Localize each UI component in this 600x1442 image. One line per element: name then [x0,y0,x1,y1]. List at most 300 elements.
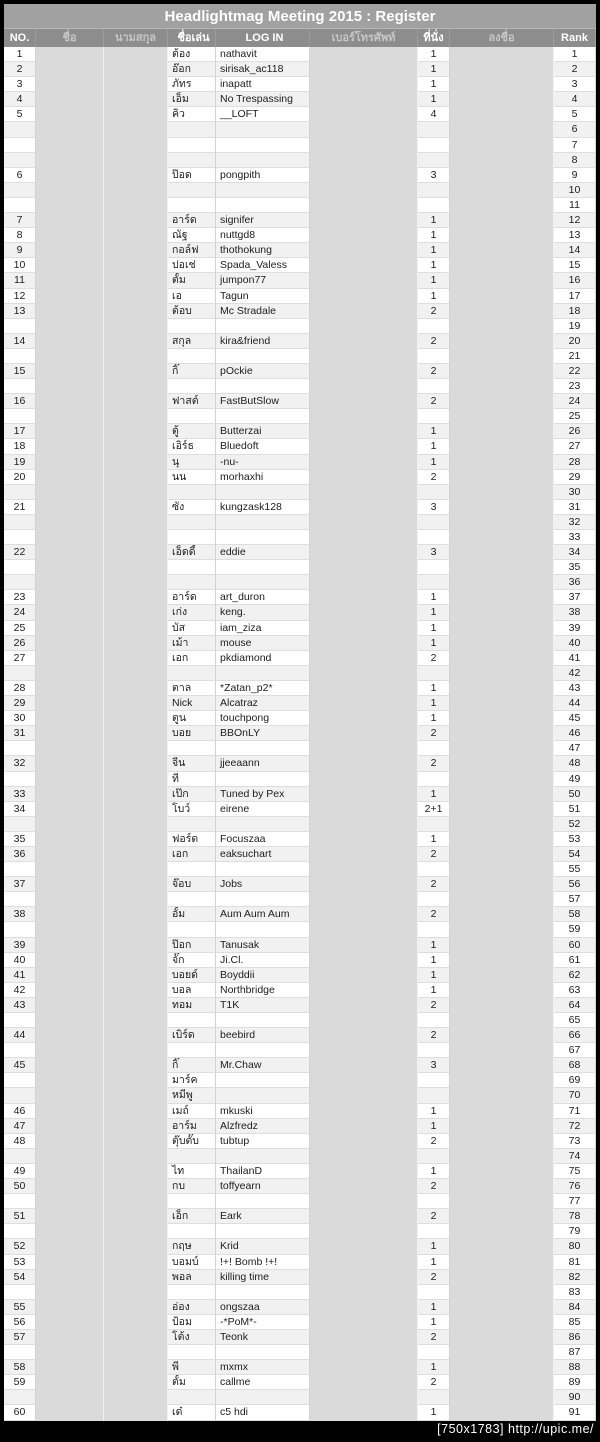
cell-nickname: เมถ์ [168,1104,216,1119]
cell-name [36,1179,104,1194]
cell-no: 17 [4,424,36,439]
cell-name [36,968,104,983]
cell-sign [450,1360,554,1375]
cell-phone [310,409,418,424]
cell-name [36,1375,104,1390]
cell-sign [450,1088,554,1103]
cell-login [216,892,310,907]
cell-sign [450,938,554,953]
table-row [4,847,596,862]
cell-nickname: บัส [168,621,216,636]
cell-surname [104,741,168,756]
cell-name [36,1330,104,1345]
cell-name [36,1088,104,1103]
cell-nickname: ซัง [168,500,216,515]
cell-surname [104,228,168,243]
cell-surname [104,1043,168,1058]
cell-surname [104,590,168,605]
cell-no: 29 [4,696,36,711]
cell-rank: 21 [554,349,596,364]
cell-nickname: หมีพู [168,1088,216,1103]
cell-sign [450,1104,554,1119]
table-row [4,1285,596,1300]
cell-phone [310,651,418,666]
cell-no [4,817,36,832]
cell-surname [104,500,168,515]
cell-seats: 1 [418,832,450,847]
cell-seats [418,862,450,877]
cell-rank: 11 [554,198,596,213]
cell-no: 10 [4,258,36,273]
cell-surname [104,349,168,364]
cell-sign [450,983,554,998]
cell-no: 36 [4,847,36,862]
cell-login: pOckie [216,364,310,379]
cell-rank: 36 [554,575,596,590]
cell-rank: 59 [554,922,596,937]
cell-surname [104,379,168,394]
cell-nickname [168,122,216,137]
cell-name [36,122,104,137]
cell-phone [310,92,418,107]
cell-rank: 22 [554,364,596,379]
cell-login: Northbridge [216,983,310,998]
cell-rank: 17 [554,289,596,304]
table-row [4,560,596,575]
cell-name [36,862,104,877]
cell-rank: 47 [554,741,596,756]
cell-surname [104,711,168,726]
cell-nickname: ต้อบ [168,304,216,319]
cell-nickname [168,1013,216,1028]
cell-login: Alcatraz [216,696,310,711]
header-cell-rank: Rank [554,29,596,47]
cell-sign [450,122,554,137]
cell-nickname [168,515,216,530]
cell-rank: 1 [554,47,596,62]
cell-rank: 9 [554,168,596,183]
cell-name [36,605,104,620]
cell-no [4,122,36,137]
cell-nickname [168,560,216,575]
cell-phone [310,394,418,409]
cell-surname [104,998,168,1013]
cell-seats [418,379,450,394]
cell-seats: 1 [418,1255,450,1270]
table-row [4,1239,596,1254]
cell-no: 47 [4,1119,36,1134]
cell-seats: 1 [418,62,450,77]
cell-rank: 26 [554,424,596,439]
cell-no: 42 [4,983,36,998]
cell-nickname [168,409,216,424]
cell-no: 22 [4,545,36,560]
cell-nickname [168,741,216,756]
cell-rank: 49 [554,772,596,787]
table-row [4,772,596,787]
cell-rank: 12 [554,213,596,228]
cell-nickname: บอล [168,983,216,998]
cell-surname [104,409,168,424]
cell-no [4,1285,36,1300]
cell-surname [104,138,168,153]
table-row [4,439,596,454]
table-row [4,364,596,379]
cell-login: pongpith [216,168,310,183]
cell-rank: 28 [554,455,596,470]
cell-no: 50 [4,1179,36,1194]
cell-surname [104,319,168,334]
cell-login [216,319,310,334]
cell-phone [310,968,418,983]
cell-surname [104,515,168,530]
cell-login: thothokung [216,243,310,258]
cell-sign [450,711,554,726]
cell-phone [310,756,418,771]
cell-phone [310,47,418,62]
table-row [4,304,596,319]
cell-name [36,1315,104,1330]
cell-phone [310,439,418,454]
cell-nickname: มาร์ค [168,1073,216,1088]
cell-seats: 3 [418,1058,450,1073]
table-row [4,907,596,922]
cell-rank: 7 [554,138,596,153]
cell-nickname [168,1345,216,1360]
cell-nickname: ที [168,772,216,787]
cell-no: 45 [4,1058,36,1073]
cell-login [216,183,310,198]
cell-sign [450,741,554,756]
cell-login: inapatt [216,77,310,92]
table-row [4,213,596,228]
cell-no: 30 [4,711,36,726]
cell-seats [418,1073,450,1088]
cell-seats: 4 [418,107,450,122]
table-row [4,1179,596,1194]
cell-no: 37 [4,877,36,892]
cell-login [216,817,310,832]
register-table [4,47,596,1421]
cell-rank: 16 [554,273,596,288]
cell-sign [450,62,554,77]
cell-no: 44 [4,1028,36,1043]
cell-rank: 79 [554,1224,596,1239]
cell-rank: 41 [554,651,596,666]
cell-rank: 88 [554,1360,596,1375]
cell-no: 41 [4,968,36,983]
cell-no: 53 [4,1255,36,1270]
cell-login [216,198,310,213]
cell-surname [104,1073,168,1088]
cell-no [4,485,36,500]
cell-login: Bluedoft [216,439,310,454]
cell-phone [310,847,418,862]
cell-phone [310,892,418,907]
cell-sign [450,696,554,711]
cell-name [36,892,104,907]
cell-login [216,862,310,877]
cell-rank: 45 [554,711,596,726]
cell-sign [450,153,554,168]
table-row [4,47,596,62]
cell-name [36,1164,104,1179]
cell-no: 43 [4,998,36,1013]
cell-nickname: ตาล [168,681,216,696]
table-row [4,1104,596,1119]
cell-rank: 32 [554,515,596,530]
cell-surname [104,1390,168,1405]
cell-login [216,1073,310,1088]
cell-name [36,349,104,364]
cell-name [36,1360,104,1375]
cell-rank: 86 [554,1330,596,1345]
cell-seats: 1 [418,273,450,288]
cell-sign [450,817,554,832]
cell-phone [310,621,418,636]
header-cell-name: ชื่อ [36,29,104,47]
cell-name [36,394,104,409]
cell-surname [104,1360,168,1375]
cell-seats [418,138,450,153]
cell-rank: 55 [554,862,596,877]
cell-nickname [168,1390,216,1405]
cell-sign [450,470,554,485]
cell-name [36,62,104,77]
cell-sign [450,1375,554,1390]
cell-nickname: กิ๊ [168,364,216,379]
cell-seats: 1 [418,605,450,620]
cell-login [216,1088,310,1103]
cell-rank: 77 [554,1194,596,1209]
cell-login: *Zatan_p2* [216,681,310,696]
cell-phone [310,922,418,937]
cell-sign [450,953,554,968]
cell-surname [104,1300,168,1315]
table-row [4,605,596,620]
table-row [4,1149,596,1164]
cell-sign [450,289,554,304]
cell-rank: 52 [554,817,596,832]
cell-nickname [168,1224,216,1239]
cell-seats [418,922,450,937]
cell-sign [450,802,554,817]
cell-seats: 1 [418,938,450,953]
cell-login: nathavit [216,47,310,62]
cell-phone [310,1149,418,1164]
table-row [4,273,596,288]
cell-name [36,243,104,258]
cell-rank: 64 [554,998,596,1013]
cell-rank: 19 [554,319,596,334]
header-cell-login: LOG IN [216,29,310,47]
cell-no: 14 [4,334,36,349]
cell-surname [104,1255,168,1270]
cell-nickname: พี [168,1360,216,1375]
cell-phone [310,334,418,349]
cell-phone [310,183,418,198]
cell-surname [104,666,168,681]
table-row [4,998,596,1013]
cell-nickname: เบิร์ด [168,1028,216,1043]
table-row [4,107,596,122]
cell-sign [450,1179,554,1194]
cell-nickname: ตูน [168,711,216,726]
cell-surname [104,696,168,711]
table-row [4,938,596,953]
cell-seats: 1 [418,77,450,92]
cell-phone [310,515,418,530]
cell-rank: 35 [554,560,596,575]
cell-name [36,1345,104,1360]
cell-login [216,1043,310,1058]
cell-surname [104,847,168,862]
cell-sign [450,1134,554,1149]
cell-rank: 67 [554,1043,596,1058]
cell-rank: 56 [554,877,596,892]
cell-nickname: ตู้ [168,424,216,439]
cell-no [4,530,36,545]
cell-seats: 2 [418,364,450,379]
cell-sign [450,1300,554,1315]
cell-login: Mc Stradale [216,304,310,319]
cell-surname [104,273,168,288]
cell-nickname [168,319,216,334]
cell-nickname: นุ [168,455,216,470]
cell-login: sirisak_ac118 [216,62,310,77]
cell-rank: 61 [554,953,596,968]
cell-login [216,515,310,530]
cell-login [216,741,310,756]
cell-phone [310,590,418,605]
cell-surname [104,1239,168,1254]
cell-name [36,998,104,1013]
cell-name [36,455,104,470]
cell-seats: 2 [418,907,450,922]
cell-no: 7 [4,213,36,228]
cell-login: Mr.Chaw [216,1058,310,1073]
cell-seats: 1 [418,439,450,454]
cell-seats: 2 [418,1375,450,1390]
table-row [4,500,596,515]
cell-sign [450,605,554,620]
cell-seats: 2 [418,1134,450,1149]
cell-sign [450,1028,554,1043]
table-row [4,1119,596,1134]
cell-no: 33 [4,787,36,802]
cell-seats: 2 [418,998,450,1013]
cell-name [36,485,104,500]
cell-no [4,1345,36,1360]
cell-surname [104,802,168,817]
cell-sign [450,77,554,92]
cell-name [36,832,104,847]
table-row [4,1300,596,1315]
cell-phone [310,862,418,877]
cell-no: 13 [4,304,36,319]
cell-rank: 20 [554,334,596,349]
cell-surname [104,1058,168,1073]
cell-rank: 69 [554,1073,596,1088]
cell-surname [104,1088,168,1103]
cell-seats [418,183,450,198]
cell-nickname [168,1043,216,1058]
cell-seats: 3 [418,500,450,515]
cell-seats: 1 [418,681,450,696]
cell-name [36,107,104,122]
cell-phone [310,696,418,711]
cell-surname [104,1119,168,1134]
table-row [4,334,596,349]
cell-rank: 14 [554,243,596,258]
header-cell-seats: ที่นั่ง [418,29,450,47]
cell-seats: 1 [418,1315,450,1330]
cell-name [36,877,104,892]
cell-login: c5 hdi [216,1405,310,1420]
cell-sign [450,500,554,515]
cell-surname [104,122,168,137]
cell-phone [310,802,418,817]
cell-no [4,153,36,168]
cell-login: morhaxhi [216,470,310,485]
cell-sign [450,968,554,983]
cell-sign [450,243,554,258]
table-row [4,1134,596,1149]
cell-phone [310,681,418,696]
cell-no: 21 [4,500,36,515]
table-row [4,77,596,92]
cell-rank: 84 [554,1300,596,1315]
cell-surname [104,621,168,636]
cell-seats: 2 [418,304,450,319]
cell-sign [450,530,554,545]
cell-nickname [168,183,216,198]
cell-login [216,1390,310,1405]
cell-surname [104,575,168,590]
cell-no: 23 [4,590,36,605]
table-row [4,1330,596,1345]
cell-rank: 3 [554,77,596,92]
cell-surname [104,922,168,937]
cell-phone [310,153,418,168]
cell-surname [104,213,168,228]
cell-seats: 1 [418,424,450,439]
table-row [4,1375,596,1390]
cell-surname [104,107,168,122]
cell-rank: 72 [554,1119,596,1134]
cell-surname [104,817,168,832]
cell-seats: 1 [418,711,450,726]
cell-no: 15 [4,364,36,379]
cell-seats [418,319,450,334]
table-row [4,787,596,802]
cell-seats: 2 [418,470,450,485]
table-row [4,485,596,500]
cell-name [36,47,104,62]
cell-seats [418,772,450,787]
cell-nickname: ฟอร์ด [168,832,216,847]
cell-name [36,77,104,92]
cell-sign [450,1270,554,1285]
cell-sign [450,847,554,862]
cell-nickname: กิ๊ [168,1058,216,1073]
cell-seats: 1 [418,1239,450,1254]
cell-nickname: กอล์ฟ [168,243,216,258]
cell-nickname: บอยด์ [168,968,216,983]
cell-phone [310,817,418,832]
cell-name [36,334,104,349]
cell-login: -nu- [216,455,310,470]
